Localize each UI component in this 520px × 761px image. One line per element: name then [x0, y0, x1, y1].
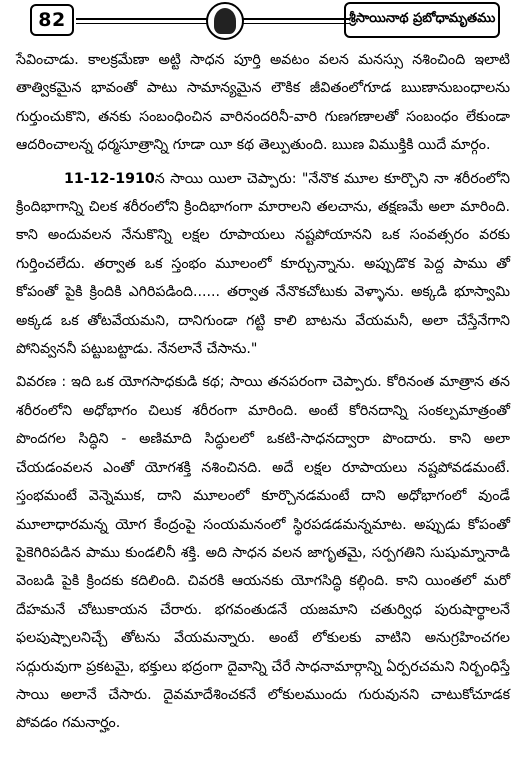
- paragraph-2: [16, 165, 510, 364]
- book-title: శ్రీసాయినాథ ప్రబోధామృతము: [344, 2, 500, 38]
- page-number: 82: [30, 4, 74, 36]
- paragraph-2-date: 11-12-1910: [64, 170, 155, 187]
- paragraph-2-text: న సాయి యిలా చెప్పారు: "నేనొక మూల కూర్చొని నా శరీరంలోని క్రిందిభాగాన్ని చిలక శరీరంలోని క్రిందిభాగంగా మారాలని తలచాను, తక్షణమే అలా మారింది. కాని అందువలన నేనుకొన్ని లక్షల రూపాయలు నష్టపోయానని ఒక సంవత్సరం వరకు గుర్తించలేదు. తర్వాత ఒక స్తంభం మూలంలో కూర్చున్నాను. అప్పుడొక పెద్ద పాము తో కోపంతో పైకి క్రిందికి ఎగిరిపడింది...... తర్వాత నేనొకచోటుకు వెళ్ళాను. అక్కడి భూస్వామి అక్కడ ఒక తోటవేయమని, దానిగుండా గట్టి కాలి బాటను వేయమనీ, అలా చేస్తేనేగాని పోనివ్వననీ పట్టుబట్టాడు. నేనలానే చేసాను.": [16, 170, 510, 358]
- paragraph-1: [16, 46, 510, 160]
- paragraph-3-text: వివరణ : ఇది ఒక యోగసాధకుడి కథ; సాయి తనపరంగా చెప్పారు. కోరినంత మాత్రాన తన శరీరంలోని అధోభాగం చిలుక శరీరంగా మారింది. అంటే కోరినదాన్ని సంకల్పమాత్రంతో పొందగల సిద్ధిని - అణిమాది సిద్ధులలో ఒకటి-సాధనద్వారా పొందారు. కాని అలా చేయడంవలన ఎంతో యోగశక్తి నశించినది. అదే లక్షల రూపాయలు నష్టపోవడమంటే. స్తంభమంటే వెన్నెముక, దాని మూలంలో కూర్చొనడమంటే దాని అధోభాగంలో వుండే మూలాధారమన్న యోగ కేంద్రంపై సంయమనంలో స్థిరపడడమన్నమాట. అప్పుడు కోపంతో పైకెగిరిపడిన పాము కుండలినీ శక్తి. అది సాధన వలన జాగృతమై, సర్పగతిని సుషుమ్నానాడి వెంబడి పైకి క్రిందకు కదిలింది. చివరకి ఆయనకు యోగసిద్ధి కల్గింది. కాని యింతలో మరో దేహమనే చోటుకాయన చేరారు. భగవంతుడనే యజమాని చతుర్విధ పురుషార్థాలనే ఫలపుష్పాలనిచ్చే తోటను వేయమన్నారు. అంటే లోకులకు వాటిని అనుగ్రహించగల సద్గురువుగా ప్రకటమై, భక్తులు భద్రంగా దైవాన్ని చేరే సాధనామార్గాన్ని ఏర్పరచమని నిర్బంధిస్తే సాయి అలానే చేసారు. దైవమాదేశించకనే లోకులముందు గురువునని చాటుకోచూడక పోవడం గమనార్హం.: [16, 374, 510, 732]
- sai-baba-emblem-icon: [206, 2, 244, 40]
- paragraph-3: [16, 368, 510, 737]
- paragraph-1-text: సేవించాడు. కాలక్రమేణా అట్టి సాధన పూర్తి అవటం వలన మనస్సు నశించింది ఇలాటి తాత్వికమైన భావంతో పాటు సామాన్యమైన లౌకిక జీవితంలోగూడ ఋణానుబంధాలను గుర్తుంచుకొని, తనకు సంబంధించిన వారినందరినీ-వారి గుణగణాలతో సంబంధం లేకుండా ఆదరించాలన్న ధర్మసూత్రాన్ని గూడా యీ కథ తెల్పుతుంది. ఋణ విముక్తికి యిదే మార్గం.: [16, 52, 510, 154]
- page-header: [16, 0, 510, 42]
- body-text: [16, 46, 510, 738]
